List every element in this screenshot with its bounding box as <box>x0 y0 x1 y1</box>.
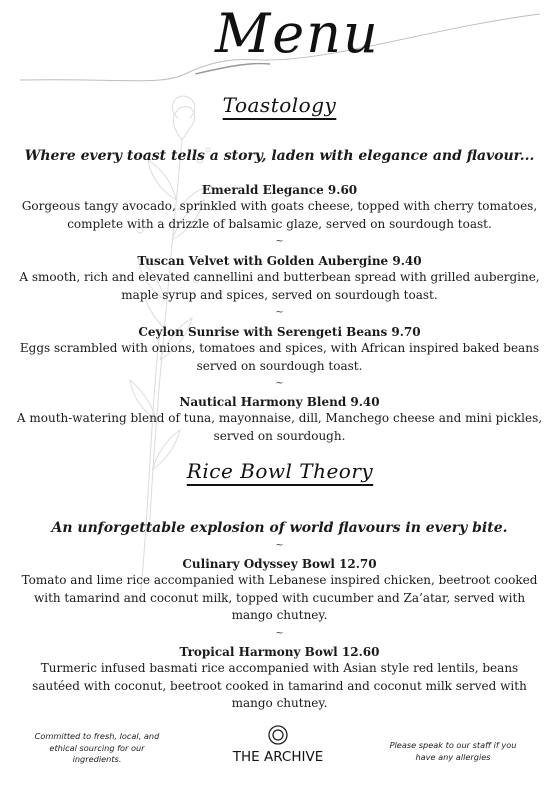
dish-name: Tuscan Velvet with Golden Aubergine 9.40 <box>137 254 422 268</box>
dish-name: Ceylon Sunrise with Serengeti Beans 9.70 <box>138 325 421 339</box>
dish-description: A smooth, rich and elevated cannellini and butterbean spread with grilled aubergine, maple syrup and spices, served on sourdough toast. <box>19 270 540 302</box>
menu-item <box>16 181 543 233</box>
logo-text: THE ARCHIVE <box>232 749 324 765</box>
separator: ~ <box>275 628 284 639</box>
menu-item <box>16 252 543 304</box>
dish-name: Emerald Elegance 9.60 <box>201 183 358 197</box>
dish-name: Nautical Harmony Blend 9.40 <box>179 395 380 409</box>
menu-item <box>16 323 543 375</box>
section-title-toastology: Toastology <box>222 93 337 117</box>
dish-description: Eggs scrambled with onions, tomatoes and spices, with African inspired baked beans served on sourdough toast. <box>19 341 540 373</box>
logo <box>226 722 330 777</box>
dish-description: Gorgeous tangy avocado, sprinkled with goats cheese, topped with cherry tomatoes, complete with a drizzle of balsamic glaze, served on sourdough toast. <box>21 199 538 231</box>
menu-item <box>16 643 543 713</box>
concentric-circle-icon <box>226 722 330 748</box>
allergy-note: Please speak to our staff if you have any allergies <box>389 740 517 762</box>
menu-item <box>16 555 543 625</box>
separator: ~ <box>275 378 284 389</box>
separator: ~ <box>275 236 284 247</box>
separator: ~ <box>275 540 284 551</box>
section-title-rice-bowl-theory: Rice Bowl Theory <box>186 459 374 483</box>
menu-title: Menu <box>215 2 380 65</box>
dish-description: Turmeric infused basmati rice accompanied with Asian style red lentils, beans sautéed with coconut, beetroot cooked in tamarind and coconut milk served with mango chutney. <box>32 661 527 710</box>
menu-item <box>16 393 543 445</box>
section-tagline: An unforgettable explosion of world flavours in every bite. <box>51 520 508 536</box>
dish-name: Culinary Odyssey Bowl 12.70 <box>182 557 377 571</box>
dish-name: Tropical Harmony Bowl 12.60 <box>179 645 380 659</box>
separator: ~ <box>275 307 284 318</box>
dish-description: A mouth-watering blend of tuna, mayonnaise, dill, Manchego cheese and mini pickles, served on sourdough. <box>16 411 543 443</box>
sourcing-note: Committed to fresh, local, and ethical sourcing for our ingredients. <box>34 731 160 764</box>
dish-description: Tomato and lime rice accompanied with Lebanese inspired chicken, beetroot cooked with tamarind and coconut milk, topped with cucumber and Za’atar, served with mango chutney. <box>21 573 538 622</box>
section-tagline: Where every toast tells a story, laden with elegance and flavour... <box>24 148 535 164</box>
